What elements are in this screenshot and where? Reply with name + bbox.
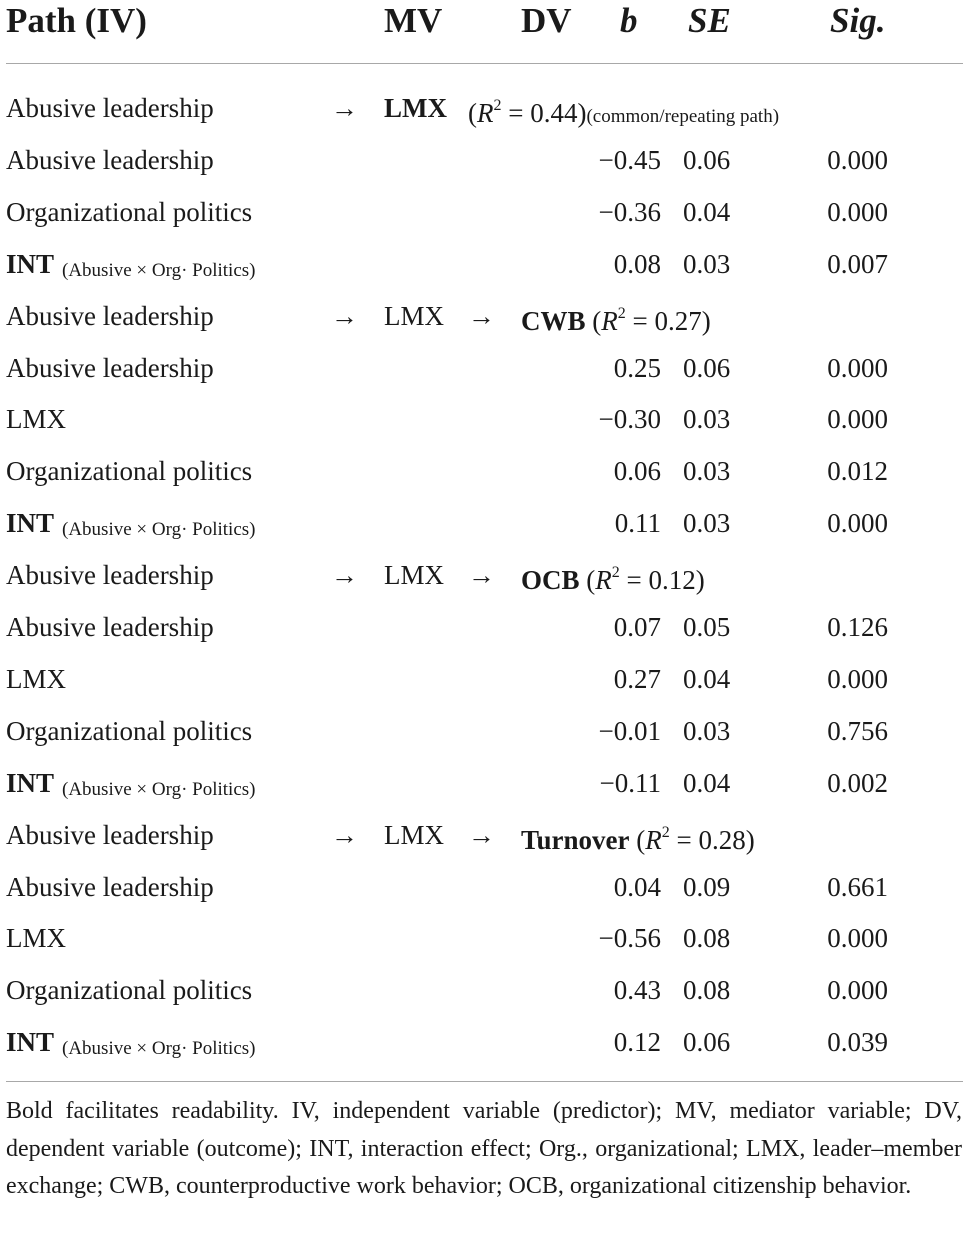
cell-b: −0.45 (598, 144, 661, 175)
cell-sig: 0.000 (827, 508, 888, 539)
cell-se: 0.04 (683, 196, 731, 227)
r2-exponent: 2 (493, 97, 502, 114)
cell-b: −0.01 (598, 715, 661, 746)
table-row (0, 964, 968, 1016)
cell-se: 0.08 (683, 923, 731, 954)
arrow-icon: → (468, 819, 495, 850)
r2-exponent: 2 (661, 823, 670, 841)
r2-open: ( (629, 824, 646, 855)
cell-se: 0.03 (683, 248, 731, 279)
header-mv: MV (384, 1, 443, 40)
path-dv: Turnover (521, 824, 630, 855)
table-row (0, 601, 968, 653)
header-dv: DV (521, 1, 572, 40)
row-label: INT (6, 1027, 55, 1058)
cell-b: −0.11 (599, 767, 661, 798)
row-label-subscript: (Abusive × Org· Politics) (62, 1038, 256, 1060)
cell-sig: 0.756 (827, 715, 888, 746)
cell-sig: 0.000 (827, 404, 888, 435)
path-row (0, 549, 968, 601)
row-label: INT (6, 248, 55, 279)
cell-b: −0.56 (598, 923, 661, 954)
row-label-subscript: (Abusive × Org· Politics) (62, 778, 256, 800)
path-dv-group (521, 290, 711, 347)
cell-b: 0.25 (613, 352, 661, 383)
row-label: Organizational politics (6, 456, 253, 487)
header-iv: Path (IV) (6, 1, 147, 40)
r2-label: R (645, 824, 662, 855)
table-row (0, 238, 968, 290)
cell-b: 0.12 (613, 1027, 661, 1058)
r2-exponent: 2 (617, 304, 626, 322)
cell-se: 0.03 (683, 715, 731, 746)
table-row (0, 705, 968, 757)
table-row (0, 342, 968, 394)
cell-se: 0.03 (683, 508, 731, 539)
table-row (0, 912, 968, 964)
r2-label: R (477, 98, 494, 128)
cell-b: 0.11 (614, 508, 661, 539)
row-label: Organizational politics (6, 975, 253, 1006)
arrow-icon: → (468, 300, 495, 331)
cell-b: 0.27 (613, 663, 661, 694)
path-row (0, 82, 968, 134)
path-iv: Abusive leadership (6, 819, 214, 850)
cell-se: 0.03 (683, 456, 731, 487)
cell-b: 0.08 (613, 248, 661, 279)
r2-value: = 0.44) (501, 98, 587, 128)
path-mv: LMX (384, 300, 444, 331)
cell-se: 0.04 (683, 767, 731, 798)
table-row (0, 1016, 968, 1068)
row-label: Organizational politics (6, 715, 253, 746)
cell-se: 0.09 (683, 871, 731, 902)
table-footnote: Bold facilitates readability. IV, independent variable (predictor); MV, mediator variable; DV, dependent variable (outcome); INT, interaction effect; Org., organizational; LMX, leader–member exchange; CWB, counterproductive work behavior; OCB, organizational citizenship behavior. (6, 1098, 962, 1199)
r2-value: = 0.12) (619, 565, 705, 596)
cell-se: 0.06 (683, 352, 731, 383)
cell-b: −0.36 (598, 196, 661, 227)
path-row (0, 809, 968, 861)
row-label-subscript: (Abusive × Org· Politics) (62, 259, 256, 281)
r2-exponent: 2 (611, 564, 620, 582)
table-row (0, 653, 968, 705)
row-label-subscript: (Abusive × Org· Politics) (62, 519, 256, 541)
row-label: Abusive leadership (6, 871, 214, 902)
table-row (0, 445, 968, 497)
cell-sig: 0.126 (827, 612, 888, 642)
row-label: Abusive leadership (6, 144, 214, 175)
row-label: INT (6, 767, 55, 798)
cell-sig: 0.000 (827, 923, 888, 954)
cell-sig: 0.000 (827, 144, 888, 175)
cell-sig: 0.000 (827, 663, 888, 694)
path-dv-group (521, 549, 705, 606)
path-mv: LMX (384, 560, 444, 591)
cell-se: 0.06 (683, 1027, 731, 1058)
path-note: (common/repeating path) (586, 106, 780, 127)
cell-sig: 0.039 (827, 1027, 888, 1058)
cell-b: 0.07 (613, 612, 661, 642)
cell-b: 0.04 (613, 871, 661, 902)
cell-sig: 0.000 (827, 352, 888, 383)
cell-se: 0.04 (683, 663, 731, 694)
footer-rule (6, 1081, 963, 1082)
header-se: SE (688, 1, 731, 40)
path-row (0, 290, 968, 342)
cell-sig: 0.661 (827, 871, 888, 902)
table-row (0, 393, 968, 445)
table-row (0, 861, 968, 913)
cell-se: 0.05 (683, 612, 731, 642)
table-row (0, 134, 968, 186)
path-dv: OCB (521, 565, 580, 596)
cell-sig: 0.000 (827, 196, 888, 227)
row-label: LMX (6, 663, 66, 694)
r2-label: R (595, 565, 612, 596)
cell-sig: 0.002 (827, 767, 888, 798)
path-mv: LMX (384, 93, 447, 123)
arrow-icon: → (331, 93, 358, 123)
path-iv: Abusive leadership (6, 560, 214, 591)
r2-label: R (601, 305, 618, 336)
cell-se: 0.06 (683, 144, 731, 175)
cell-sig: 0.007 (827, 248, 888, 279)
table-row (0, 497, 968, 549)
r2-open: ( (585, 305, 602, 336)
row-label: Organizational politics (6, 196, 253, 227)
cell-b: −0.30 (598, 404, 661, 435)
arrow-icon: → (468, 560, 495, 591)
cell-sig: 0.012 (827, 456, 888, 487)
path-mv: LMX (384, 819, 444, 850)
arrow-icon: → (331, 300, 358, 331)
path-iv: Abusive leadership (6, 93, 214, 123)
cell-b: 0.06 (613, 456, 661, 487)
header-sig: Sig. (830, 1, 886, 40)
path-iv: Abusive leadership (6, 300, 214, 331)
path-dv: CWB (521, 305, 586, 336)
r2-value: = 0.28) (669, 824, 755, 855)
row-label: LMX (6, 923, 66, 954)
table-row (0, 757, 968, 809)
header-rule (6, 63, 963, 64)
r2-open: ( (468, 98, 477, 128)
r2-value: = 0.27) (625, 305, 711, 336)
cell-b: 0.43 (613, 975, 661, 1006)
arrow-icon: → (331, 560, 358, 591)
row-label: Abusive leadership (6, 612, 214, 642)
table-header (0, 0, 968, 44)
cell-sig: 0.000 (827, 975, 888, 1006)
r2-open: ( (579, 565, 596, 596)
header-b: b (620, 1, 638, 40)
cell-se: 0.08 (683, 975, 731, 1006)
table-row (0, 186, 968, 238)
row-label: Abusive leadership (6, 352, 214, 383)
row-label: INT (6, 508, 55, 539)
row-label: LMX (6, 404, 66, 435)
cell-se: 0.03 (683, 404, 731, 435)
arrow-icon: → (331, 819, 358, 850)
path-dv-group (521, 809, 755, 866)
